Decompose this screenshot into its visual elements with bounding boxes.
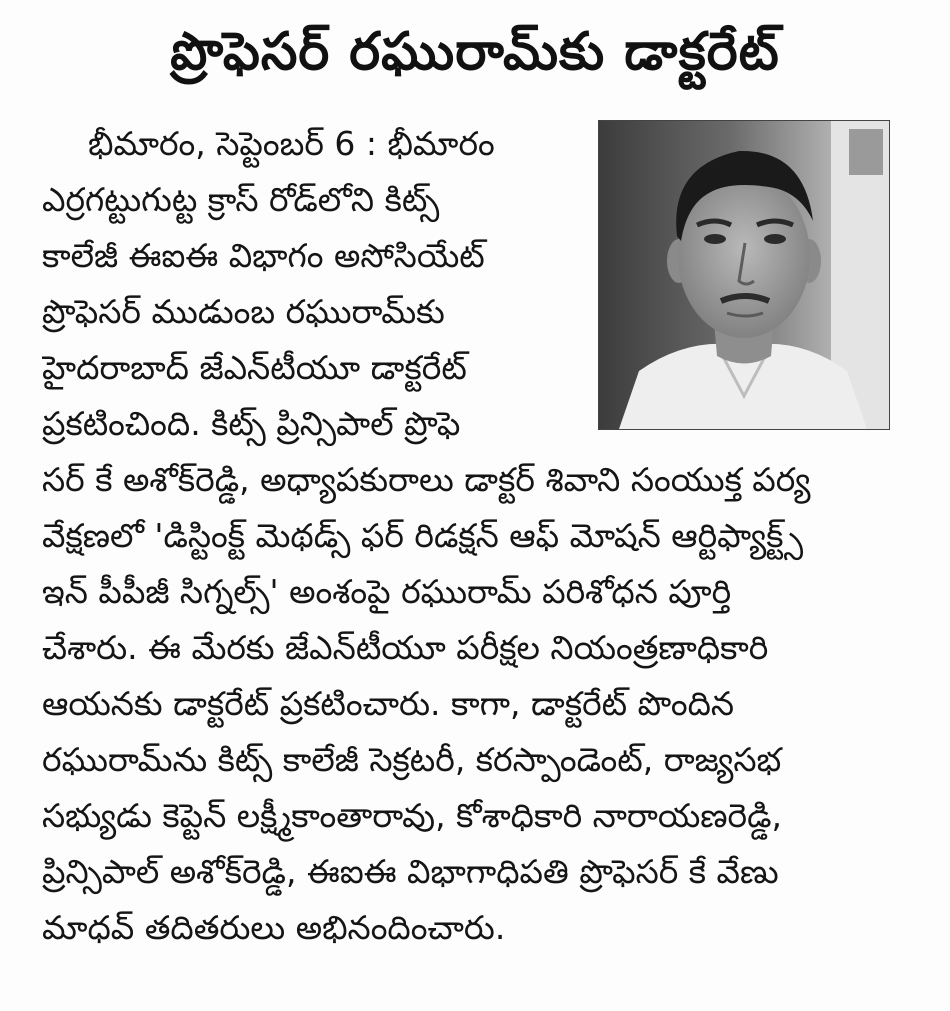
body-line: భీమారం, సెప్టెంబర్ 6 : భీమారం <box>88 124 495 163</box>
portrait-illustration <box>599 121 889 429</box>
body-line: ప్రొఫెసర్ ముడుంబ రఘురామ్‌కు <box>42 292 445 331</box>
body-line: ఆయనకు డాక్టరేట్ ప్రకటించారు. కాగా, డాక్టరేట్ పొందిన <box>42 684 735 723</box>
portrait-photo <box>598 120 890 430</box>
body-line: సర్ కే అశోక్‌రెడ్డి, అధ్యాపకురాలు డాక్టర్ శివాని సంయుక్త పర్య <box>42 460 811 499</box>
body-line: మాధవ్ తదితరులు అభినందించారు. <box>42 908 506 947</box>
body-line: ప్రకటించింది. కిట్స్ ప్రిన్సిపాల్ ప్రొఫె <box>42 404 461 443</box>
body-line: సభ్యుడు కెప్టెన్ లక్ష్మీకాంతారావు, కోశాధికారి నారాయణరెడ్డి, <box>42 796 783 835</box>
body-line: ప్రిన్సిపాల్ అశోక్‌రెడ్డి, ఈఐఈ విభాగాధిపతి ప్రొఫెసర్ కే వేణు <box>42 852 779 891</box>
body-line: వేక్షణలో 'డిస్టింక్ట్ మెథడ్స్ ఫర్ రిడక్షన్ ఆఫ్ మోషన్ ఆర్టిఫ్యాక్ట్స్ <box>42 516 804 555</box>
body-line: ఇన్ పీపీజీ సిగ్నల్స్' అంశంపై రఘురామ్ పరిశోధన పూర్తి <box>42 572 732 611</box>
body-line: ఎర్రగట్టుగుట్ట క్రాస్ రోడ్‌లోని కిట్స్ <box>42 180 440 219</box>
headline: ప్రొఫెసర్ రఘురామ్‌కు డాక్టరేట్ <box>170 22 780 82</box>
body-line: హైదరాబాద్ జేఎన్‌టీయూ డాక్టరేట్ <box>42 348 467 387</box>
body-line: కాలేజీ ఈఐఈ విభాగం అసోసియేట్ <box>42 236 485 275</box>
body-line: చేశారు. ఈ మేరకు జేఎన్‌టీయూ పరీక్షల నియంత్రణాధికారి <box>42 628 769 667</box>
body-line: రఘురామ్‌ను కిట్స్ కాలేజీ సెక్రటరీ, కరస్పాండెంట్, రాజ్యసభ <box>42 740 782 779</box>
